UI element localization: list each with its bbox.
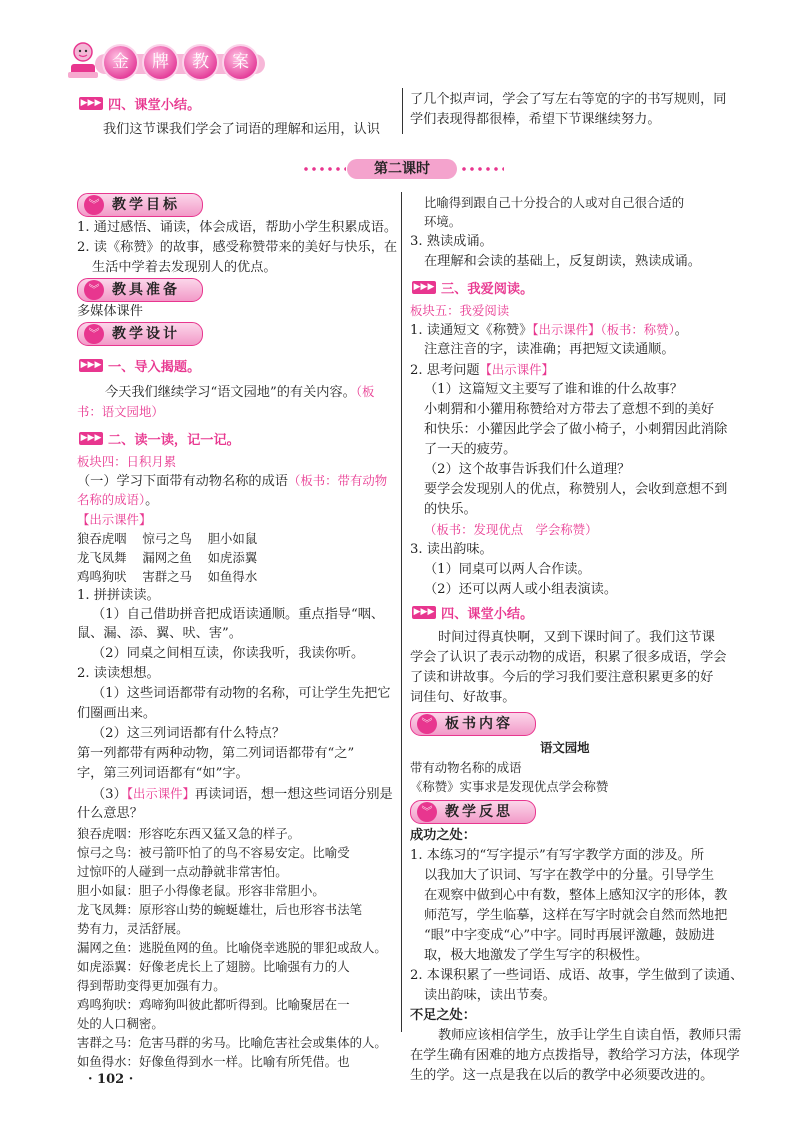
meaning-line: 得到帮助变得更加强有力。 (77, 978, 226, 993)
meaning-line: 如鱼得水：好像鱼得到水一样。比喻有所凭借。也 (77, 1054, 350, 1069)
prep-text: 多媒体课件 (77, 304, 143, 319)
text-line: 1. 拼拼读读。 (77, 588, 160, 603)
section-heading: ▶▶▶ 三、我爱阅读。 (413, 282, 534, 297)
brand-char-3: 教 (184, 46, 217, 79)
read-step-2: 2. 思考问题【出示课件】 (410, 362, 554, 378)
goal-heading: ︾ 教学目标 (77, 193, 203, 217)
reflect-line: 1. 本练习的“写字提示”有写字教学方面的涉及。所 (410, 848, 705, 863)
text-line: 了一天的疲劳。 (424, 442, 517, 457)
read-step-1: 1. 读通短文《称赞》【出示课件】（板书：称赞）。 (410, 322, 688, 338)
section-heading: ▶▶▶ 一、导入揭题。 (80, 360, 201, 375)
lesson-title: 第二课时 (374, 161, 430, 177)
arrow-icon: ▶▶▶ (80, 98, 102, 108)
meaning-line: 处的人口稠密。 (77, 1016, 164, 1031)
board-note: （板书：发现优点 学会称赞） (424, 522, 598, 537)
summary-line: 词佳句、好故事。 (410, 690, 516, 705)
page-number: · 102 · (88, 1072, 134, 1087)
design-heading: ︾ 教学设计 (77, 322, 203, 346)
goal-line: 2. 读《称赞》的故事，感受称赞带来的美好与快乐，在 (77, 240, 398, 255)
meaning-line: 如虎添翼：好像老虎长上了翅膀。比喻强有力的人 (77, 959, 350, 974)
reflect-heading: ︾ 教学反思 (410, 800, 536, 824)
text-line: （1）这些词语都带有动物的名称，可让学生先把它 (92, 686, 391, 701)
text-line: （2）还可以两人或小组表演读。 (424, 582, 618, 597)
idiom-row: 鸡鸣狗吠 害群之马 如鱼得水 (77, 569, 258, 584)
top-summary-heading: ▶▶▶ 四、课堂小结。 (80, 98, 201, 113)
text-line: 要学会发现别人的优点，称赞别人，会收到意想不到 (424, 482, 728, 497)
top-divider (402, 88, 403, 134)
section-heading: ▶▶▶ 二、读一读，记一记。 (80, 433, 240, 448)
chevron-down-icon: ︾ (84, 195, 104, 215)
block-label: 板块四：日积月累 (77, 454, 177, 469)
meaning-line: 鸡鸣狗吠：鸡啼狗叫彼此都听得到。比喻聚居在一 (77, 997, 350, 1012)
chevron-down-icon: ︾ (84, 280, 104, 300)
chevron-down-icon: ︾ (417, 714, 437, 734)
text-line: （1）自己借助拼音把成语读通顺。重点指导“咽、 (92, 607, 385, 622)
text-line: 小刺猬和小獾用称赞给对方带去了意想不到的美好 (424, 402, 715, 417)
study-intro-cont: 名称的成语）。 (77, 492, 159, 508)
reflect-line: 以我加大了识词、写字在教学中的分量。引导学生 (424, 868, 715, 883)
meaning-line: 胆小如鼠：胆子小得像老鼠。形容非常胆小。 (77, 883, 325, 898)
reflect-line: 师范写，学生临摹，这样在写字时就会自然而然地把 (424, 908, 728, 923)
text-line: 3. 熟读成诵。 (410, 234, 493, 249)
study-intro: （一）学习下面带有动物名称的成语（板书：带有动物 (77, 473, 388, 489)
top-right-line: 了几个拟声词，学会了写左右等宽的字的书写规则，同 (410, 92, 727, 107)
brand-char-2: 牌 (144, 46, 177, 79)
goal-line: 生活中学着去发现别人的优点。 (92, 260, 277, 275)
block-label: 板块五：我爱阅读 (410, 303, 510, 318)
summary-line: 了读和讲故事。今后的学习我们要注意积累更多的好 (410, 670, 714, 685)
reflect-line: “眼”中字变成“心”中字。同时再展评激趣，鼓励进 (424, 928, 715, 943)
meaning-line: 惊弓之鸟：被弓箭吓怕了的鸟不容易安定。比喻受 (77, 845, 350, 860)
text-line: 什么意思？ (77, 806, 143, 821)
meaning-line: 环境。 (424, 214, 462, 229)
meaning-line: 漏网之鱼：逃脱鱼网的鱼。比喻侥幸逃脱的罪犯或敌人。 (77, 940, 387, 955)
weakness-label: 不足之处： (410, 1008, 476, 1023)
board-note: 书：语文园地） (77, 404, 164, 419)
intro-text: 今天我们继续学习“语文园地”的有关内容。（板 (105, 384, 375, 400)
text-line: 和快乐：小獾因此学会了做小椅子，小刺猬因此消除 (424, 422, 728, 437)
goal-line: 1. 通过感悟、诵读，体会成语，帮助小学生积累成语。 (77, 220, 398, 235)
reflect-line: 生的学。这一点是我在以后的教学中必须要改进的。 (410, 1068, 714, 1083)
text-line: （2）这三列词语都有什么特点？ (92, 726, 286, 741)
board-title: 语文园地 (540, 740, 590, 755)
reflect-line: 在观察中做到心中有数，整体上感知汉字的形体，教 (424, 888, 728, 903)
reflect-line: 2. 本课积累了一些词语、成语、故事，学生做到了读通、 (410, 968, 744, 983)
lesson-banner (302, 157, 502, 181)
board-line: 《称赞》实事求是发现优点学会称赞 (410, 779, 609, 794)
idiom-row: 狼吞虎咽 惊弓之鸟 胆小如鼠 (77, 531, 258, 546)
top-right-line: 学们表现得都很棒，希望下节课继续努力。 (410, 112, 661, 127)
meaning-line: 龙飞凤舞：原形容山势的蜿蜒雄壮，后也形容书法笔 (77, 902, 362, 917)
text-line: 第一列都带有两种动物，第二列词语都带有“之” (77, 746, 355, 761)
chevron-down-icon: ︾ (417, 802, 437, 822)
arrow-icon: ▶▶▶ (413, 282, 435, 292)
arrow-icon: ▶▶▶ (80, 433, 102, 443)
board-line: 带有动物名称的成语 (410, 760, 522, 775)
text-line: （2）这个故事告诉我们什么道理？ (424, 462, 631, 477)
text-line: （1）这篇短文主要写了谁和谁的什么故事？ (424, 382, 683, 397)
text-line: 字，第三列词语都有“如”字。 (77, 766, 249, 781)
text-line: 的快乐。 (424, 502, 477, 517)
column-divider (401, 192, 402, 1032)
summary-line: 学会了认识了表示动物的成语，积累了很多成语，学会 (410, 650, 727, 665)
chevron-down-icon: ︾ (84, 324, 104, 344)
reflect-line: 读出韵味，读出节奏。 (424, 988, 556, 1003)
board-heading: ︾ 板书内容 (410, 712, 536, 736)
meaning-line: 狼吞虎咽：形容吃东西又猛又急的样子。 (77, 826, 301, 841)
question-3: （3）【出示课件】再读词语，想一想这些词语分别是 (92, 786, 393, 802)
text-line: 们圈画出来。 (77, 706, 157, 721)
text-line: 注意注音的字，读准确；再把短文读通顺。 (424, 342, 675, 357)
success-label: 成功之处： (410, 828, 476, 843)
dots-decoration (460, 167, 504, 171)
arrow-icon: ▶▶▶ (80, 360, 102, 370)
show-courseware: 【出示课件】 (77, 512, 152, 527)
reflect-line: 在学生确有困难的地方点拨指导，教给学习方法，体现学 (410, 1048, 740, 1063)
prep-heading: ︾ 教具准备 (77, 278, 203, 302)
meaning-line: 势有力，灵活舒展。 (77, 921, 189, 936)
text-line: （2）同桌之间相互读，你读我听，我读你听。 (92, 646, 365, 661)
text-line: 鼠、漏、添、翼、吠、害”。 (77, 626, 242, 641)
arrow-icon: ▶▶▶ (413, 607, 435, 617)
idiom-row: 龙飞凤舞 漏网之鱼 如虎添翼 (77, 550, 258, 565)
text-line: 3. 读出韵味。 (410, 542, 493, 557)
reflect-line: 取，极大地激发了学生写字的积极性。 (424, 948, 649, 963)
reflect-line: 教师应该相信学生，放手让学生自读自悟，教师只需 (438, 1028, 742, 1043)
text-line: 在理解和会读的基础上，反复朗读，熟读成诵。 (424, 254, 701, 269)
meaning-line: 害群之马：危害马群的劣马。比喻危害社会或集体的人。 (77, 1035, 387, 1050)
meaning-line: 过惊吓的人碰到一点动静就非常害怕。 (77, 864, 288, 879)
brand-char-1: 金 (104, 46, 137, 79)
top-left-text: 我们这节课我们学会了词语的理解和运用，认识 (103, 122, 380, 137)
meaning-line: 比喻得到跟自己十分投合的人或对自己很合适的 (424, 195, 685, 210)
summary-line: 时间过得真快啊，又到下课时间了。我们这节课 (438, 630, 715, 645)
section-heading: ▶▶▶ 四、课堂小结。 (413, 607, 534, 622)
brand-char-4: 案 (224, 46, 257, 79)
text-line: （1）同桌可以两人合作读。 (424, 562, 591, 577)
dots-decoration (302, 167, 346, 171)
text-line: 2. 读读想想。 (77, 666, 160, 681)
